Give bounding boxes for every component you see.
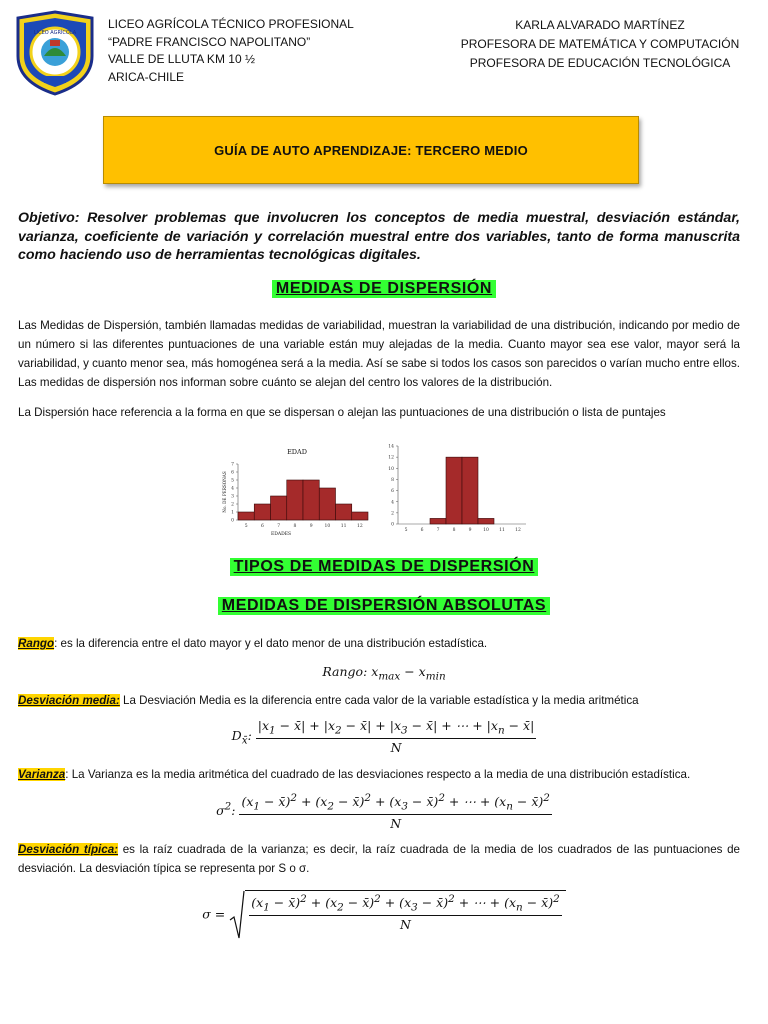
term-desviacion-tipica: Desviación típica: bbox=[18, 843, 119, 856]
y-tick-label: 4 bbox=[231, 486, 234, 492]
x-tick-label: 6 bbox=[260, 524, 264, 529]
histogram-bar bbox=[336, 504, 352, 520]
histogram-bar bbox=[238, 512, 254, 520]
desviacion-media-definition bbox=[18, 691, 740, 710]
section-title-dispersion: MEDIDAS DE DISPERSIÓN bbox=[272, 280, 496, 298]
teacher-line: PROFESORA DE MATEMÁTICA Y COMPUTACIÓN bbox=[460, 37, 740, 51]
x-tick-label: 10 bbox=[324, 524, 331, 529]
y-axis-label: No. DE PERSONAS bbox=[222, 471, 227, 513]
x-tick-label: 11 bbox=[340, 524, 347, 529]
section-title-absolute: MEDIDAS DE DISPERSIÓN ABSOLUTAS bbox=[218, 597, 550, 615]
objective-text: Objetivo: Resolver problemas que involucren los conceptos de media muestral, desviación estándar, varianza, coeficiente de variación y correlación muestral entre dos variables, tanto de forma manuscrita como haciendo uso de herramientas tecnológicas digitales. bbox=[18, 210, 740, 264]
varianza-text: : La Varianza es la media aritmética del cuadrado de las desviaciones respecto a la media de una distribución estadística. bbox=[65, 768, 691, 781]
svg-text:LICEO AGRÍCOLA: LICEO AGRÍCOLA bbox=[33, 30, 77, 36]
school-info bbox=[108, 16, 354, 86]
histograms bbox=[214, 434, 540, 546]
x-tick-label: 7 bbox=[436, 528, 440, 533]
school-line: ARICA-CHILE bbox=[108, 69, 185, 84]
histogram-bar bbox=[303, 480, 319, 520]
section-title-row bbox=[0, 597, 768, 615]
y-tick-label: 14 bbox=[388, 444, 394, 450]
y-tick-label: 6 bbox=[231, 470, 234, 476]
paragraph-dispersion: La Dispersión hace referencia a la forma en que se dispersan o alejan las puntuaciones de una distribución o lista de puntajes bbox=[18, 406, 666, 419]
section-title-types: TIPOS DE MEDIDAS DE DISPERSIÓN bbox=[230, 558, 539, 576]
formula-desviacion-tipica: σ = $\frac{(x_1 - x̄)^2 + (x_2 - x̄)^2 + (x_3 - x̄)^2 + \cdots + (x_n - x̄)^2}{N}$ bbox=[0, 890, 768, 940]
y-tick-label: 8 bbox=[391, 478, 394, 484]
paragraph-definition: Las Medidas de Dispersión, también llamadas medidas de variabilidad, muestran la variabilidad de una distribución, indicando por medio de un número si las diferentes puntuaciones de una variable están muy alejadas de la media. Cuanto mayor sea ese valor, mayor será la variabilidad, y cuanto menor sea, más homogénea será a la media. Así se sabe si todos los casos son parecidos o varían mucho entre ellos. Las medidas de dispersión nos informan sobre cuánto se alejan del centro los valores de la distribución. bbox=[18, 319, 740, 389]
school-line: “PADRE FRANCISCO NAPOLITANO” bbox=[108, 34, 311, 49]
x-tick-label: 8 bbox=[293, 524, 297, 529]
y-tick-label: 5 bbox=[231, 478, 234, 484]
y-tick-label: 0 bbox=[391, 522, 394, 528]
section-title-row bbox=[0, 558, 768, 576]
y-tick-label: 4 bbox=[391, 500, 394, 506]
y-tick-label: 1 bbox=[231, 510, 234, 516]
histogram-bar bbox=[430, 518, 446, 524]
x-tick-label: 7 bbox=[277, 524, 281, 529]
x-tick-label: 12 bbox=[515, 528, 521, 533]
denominator: N bbox=[400, 916, 411, 932]
y-tick-label: 12 bbox=[388, 455, 394, 461]
x-tick-label: 5 bbox=[404, 528, 408, 533]
formula-desviacion-media: $D_{x̄}$: $\frac{|x_1 - x̄| + |x_2 - x̄| + |x_3 - x̄| + \cdots + |x_n - x̄|}{N}$ bbox=[231, 718, 535, 755]
x-tick-label: 9 bbox=[468, 528, 472, 533]
rango-definition bbox=[18, 634, 740, 653]
school-logo bbox=[14, 10, 96, 96]
desviacion-tipica-definition bbox=[18, 840, 740, 878]
y-tick-label: 2 bbox=[231, 502, 234, 508]
histogram-bar bbox=[446, 457, 462, 524]
x-tick-label: 8 bbox=[452, 528, 456, 533]
term-rango: Rango bbox=[18, 637, 55, 650]
x-axis-label: EDADES bbox=[270, 532, 292, 537]
section-title-row bbox=[0, 280, 768, 298]
y-tick-label: 10 bbox=[388, 466, 394, 472]
x-tick-label: 6 bbox=[420, 528, 424, 533]
y-tick-label: 7 bbox=[231, 462, 234, 468]
x-tick-label: 9 bbox=[309, 524, 313, 529]
teacher-info bbox=[440, 16, 760, 73]
x-tick-label: 12 bbox=[357, 524, 363, 529]
histogram-bar bbox=[287, 480, 303, 520]
sqrt-sign: $\frac{(x_1 - x̄)^2 + (x_2 - x̄)^2 + (x_3 - x̄)^2 + \cdots + (x_n - x̄)^2}{N}$ bbox=[229, 890, 565, 940]
school-line: VALLE DE LLUTA KM 10 ½ bbox=[108, 52, 255, 66]
guide-title: GUÍA DE AUTO APRENDIZAJE: TERCERO MEDIO bbox=[214, 142, 528, 158]
teacher-line: PROFESORA DE EDUCACIÓN TECNOLÓGICA bbox=[469, 56, 731, 70]
formula-varianza: $\sigma^2$: $\frac{(x_1 - x̄)^2 + (x_2 - x̄)^2 + (x_3 - x̄)^2 + \cdots + (x_n - x̄)^2}{N}$ bbox=[216, 792, 550, 831]
histogram-bar bbox=[478, 518, 494, 524]
desviacion-media-text: La Desviación Media es la diferencia entre cada valor de la variable estadística y la media aritmética bbox=[119, 694, 639, 707]
y-tick-label: 2 bbox=[391, 511, 394, 517]
rango-text: : es la diferencia entre el dato mayor y el dato menor de una distribución estadística. bbox=[54, 637, 488, 650]
varianza-definition bbox=[18, 765, 740, 784]
denominator: N bbox=[390, 739, 402, 755]
histogram-bar bbox=[271, 496, 287, 520]
denominator: N bbox=[390, 815, 402, 831]
x-tick-label: 10 bbox=[483, 528, 489, 533]
guide-title-banner bbox=[103, 116, 639, 184]
histogram-bar bbox=[352, 512, 368, 520]
formula-rango: Rango: $x_{max} - x_{min}$ bbox=[322, 664, 446, 683]
term-varianza: Varianza bbox=[18, 768, 66, 781]
term-desviacion-media: Desviación media: bbox=[18, 694, 120, 707]
teacher-line: KARLA ALVARADO MARTÍNEZ bbox=[515, 18, 685, 32]
x-tick-label: 11 bbox=[499, 528, 505, 533]
school-line: LICEO AGRÍCOLA TÉCNICO PROFESIONAL bbox=[108, 17, 354, 31]
chart-title: EDAD bbox=[287, 448, 307, 456]
histogram-bar bbox=[319, 488, 335, 520]
x-tick-label: 5 bbox=[244, 524, 248, 529]
y-tick-label: 0 bbox=[231, 518, 234, 524]
y-tick-label: 6 bbox=[391, 489, 394, 495]
y-tick-label: 3 bbox=[231, 494, 234, 500]
desviacion-tipica-text: es la raíz cuadrada de la varianza; es decir, la raíz cuadrada de la media de los cuadrados de las puntuaciones de desviación. La desviación típica se representa por S o σ. bbox=[18, 843, 740, 875]
histogram-bar bbox=[462, 457, 478, 524]
histogram-bar bbox=[254, 504, 270, 520]
